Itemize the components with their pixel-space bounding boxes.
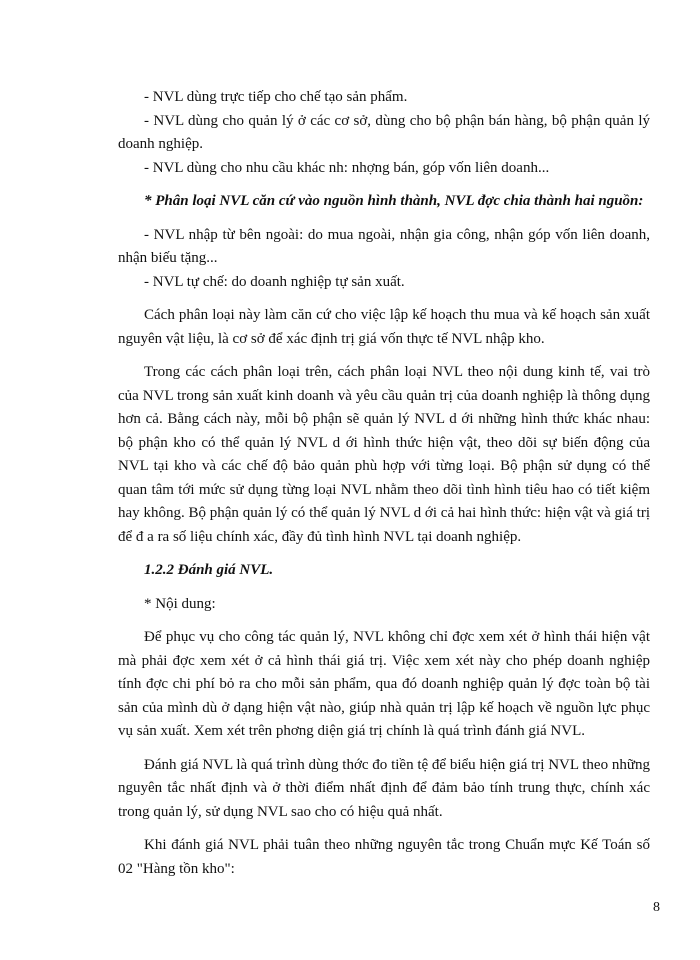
paragraph-classification-summary: Trong các cách phân loại trên, cách phân loại NVL theo nội dung kinh tế, vai trò của NVL trong sản xuất kinh doanh và yêu cầu quản trị của doanh nghiệp là thông dụng hơn cả. Bằng cách này, mỗi bộ phận sẽ quản lý NVL d ới những hình thức khác nhau: bộ phận kho có thể quản lý NVL d ới hình thức hiện vật, theo dõi sự biến động của NVL tại kho và các chế độ bảo quản phù hợp với từng loại. Bộ phận sử dụng có thể quan tâm tới mức sử dụng từng loại NVL nhằm theo dõi tình hình tiêu hao có tiết kiệm hay không. Bộ phận quản lý có thể quản lý NVL d ới cả hai hình thức: hiện vật và giá trị để đ a ra số liệu chính xác, đầy đủ tình hình NVL tại doanh nghiệp. [118,364,650,545]
page-number: 8 [653,900,660,915]
bullet-management-use: - NVL dùng cho quản lý ở các cơ sở, dùng cho bộ phận bán hàng, bộ phận quản lý doanh nghiệp. [118,112,650,152]
section-heading-valuation: 1.2.2 Đánh giá NVL. [144,562,274,578]
subheading-content: * Nội dung: [144,595,216,612]
paragraph-valuation-purpose: Để phục vụ cho công tác quản lý, NVL không chỉ đợc xem xét ở hình thái hiện vật mà phải đợc xem xét ở cả hình thái giá trị. Việc xem xét này cho phép doanh nghiệp tính đợc chi phí bỏ ra cho mỗi sản phẩm, qua đó doanh nghiệp quản lý đợc toàn bộ tài sản của mình dù ở dạng hiện vật nào, giúp nhà quản trị lập kế hoạch về nguồn lực phục vụ sản xuất. Xem xét trên phơng diện giá trị chính là quá trình đánh giá NVL. [118,629,650,739]
bullet-other-needs: - NVL dùng cho nhu cầu khác nh: nhợng bán, góp vốn liên doanh... [144,159,550,176]
bullet-external-source: - NVL nhập từ bên ngoài: do mua ngoài, nhận gia công, nhận góp vốn liên doanh, nhận biếu tặng... [118,226,650,266]
bullet-direct-use: - NVL dùng trực tiếp cho chế tạo sản phẩm. [144,89,408,105]
classification-by-source-heading: * Phân loại NVL căn cứ vào nguồn hình thành, NVL đợc chia thành hai nguồn: [144,193,644,209]
paragraph-valuation-principles: Khi đánh giá NVL phải tuân theo những nguyên tắc trong Chuẩn mực Kế Toán số 02 "Hàng tồn kho": [118,837,650,877]
bullet-self-made: - NVL tự chế: do doanh nghiệp tự sản xuất. [144,273,405,290]
paragraph-valuation-definition: Đánh giá NVL là quá trình dùng thớc đo tiền tệ để biểu hiện giá trị NVL theo những nguyên tắc nhất định và ở thời điểm nhất định để đảm bảo tính trung thực, chính xác trong quản lý, sử dụng NVL sao cho có hiệu quả nhất. [118,756,650,820]
paragraph-classification-basis: Cách phân loại này làm căn cứ cho việc lập kế hoạch thu mua và kế hoạch sản xuất nguyên vật liệu, là cơ sở để xác định trị giá vốn thực tế NVL nhập kho. [118,307,650,347]
body-text [118,86,650,891]
